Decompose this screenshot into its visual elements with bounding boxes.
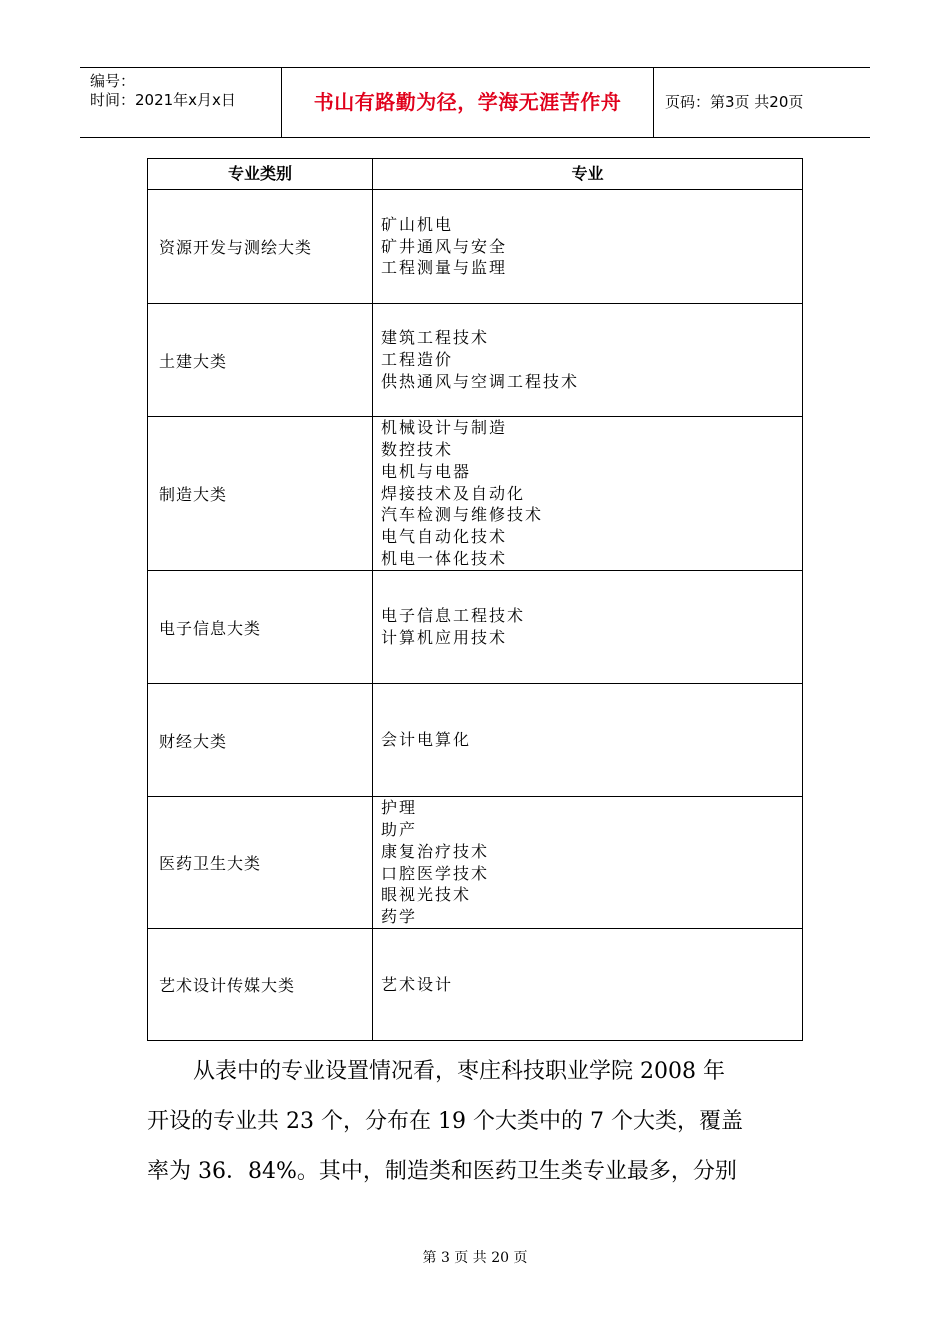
major-item: 工程测量与监理 xyxy=(381,258,508,278)
major-item: 工程造价 xyxy=(381,350,454,370)
majors-cell xyxy=(381,190,507,303)
table-header-row xyxy=(148,159,802,189)
category-cell: 艺术设计传媒大类 xyxy=(159,976,296,995)
major-item: 供热通风与空调工程技术 xyxy=(381,371,580,391)
table-row xyxy=(148,928,802,1040)
majors-cell xyxy=(381,684,471,796)
table-row xyxy=(148,416,802,570)
table-row xyxy=(148,189,802,303)
major-item: 电子信息工程技术 xyxy=(381,606,526,626)
page-footer: 第 3 页 共 20 页 xyxy=(422,1250,528,1266)
major-item: 建筑工程技术 xyxy=(381,328,490,348)
majors-cell xyxy=(381,304,579,416)
table-row xyxy=(148,303,802,416)
major-item: 药学 xyxy=(381,907,418,927)
table-row xyxy=(148,683,802,796)
major-item: 眼视光技术 xyxy=(381,885,472,905)
majors-cell xyxy=(381,571,525,683)
date-line: 时间：2021年x月x日 xyxy=(90,91,236,109)
header-meta xyxy=(80,68,280,137)
page-header xyxy=(80,67,870,138)
header-divider xyxy=(653,68,654,137)
major-item: 康复治疗技术 xyxy=(381,841,490,861)
category-cell: 土建大类 xyxy=(159,351,228,371)
major-item: 电气自动化技术 xyxy=(381,527,508,547)
body-text-line: 开设的专业共 23 个，分布在 19 个大类中的 7 个大类，覆盖 xyxy=(147,1109,743,1134)
major-item: 机械设计与制造 xyxy=(381,418,508,438)
majors-cell xyxy=(381,417,543,570)
majors-cell xyxy=(381,929,453,1040)
major-item: 艺术设计 xyxy=(381,974,454,994)
majors-table xyxy=(147,158,803,1041)
majors-cell xyxy=(381,797,489,928)
page-info: 页码：第3页 共20页 xyxy=(665,93,804,111)
serial-label: 编号： xyxy=(90,72,136,90)
major-item: 计算机应用技术 xyxy=(381,628,508,647)
table-row xyxy=(148,570,802,683)
category-cell: 财经大类 xyxy=(159,731,228,751)
category-cell: 资源开发与测绘大类 xyxy=(159,238,313,257)
major-item: 电机与电器 xyxy=(381,461,472,481)
major-item: 会计电算化 xyxy=(381,730,472,750)
category-cell: 医药卫生大类 xyxy=(159,854,262,873)
table-row xyxy=(148,796,802,928)
header-major: 专业 xyxy=(571,164,604,183)
major-item: 助产 xyxy=(381,819,418,839)
major-item: 数控技术 xyxy=(381,440,454,459)
body-text-line: 从表中的专业设置情况看，枣庄科技职业学院 2008 年 xyxy=(193,1059,725,1084)
major-item: 矿井通风与安全 xyxy=(381,236,508,256)
major-item: 口腔医学技术 xyxy=(381,863,490,883)
major-item: 机电一体化技术 xyxy=(381,548,508,568)
major-item: 焊接技术及自动化 xyxy=(381,483,526,503)
body-text-line: 率为 36．84%。其中，制造类和医药卫生类专业最多，分别 xyxy=(147,1159,737,1184)
category-cell: 电子信息大类 xyxy=(159,618,262,638)
major-item: 矿山机电 xyxy=(381,214,454,234)
category-cell: 制造大类 xyxy=(159,485,228,504)
major-item: 护理 xyxy=(381,798,418,818)
header-category: 专业类别 xyxy=(227,164,292,183)
major-item: 汽车检测与维修技术 xyxy=(381,505,544,525)
header-motto: 书山有路勤为径，学海无涯苦作舟 xyxy=(313,90,622,114)
